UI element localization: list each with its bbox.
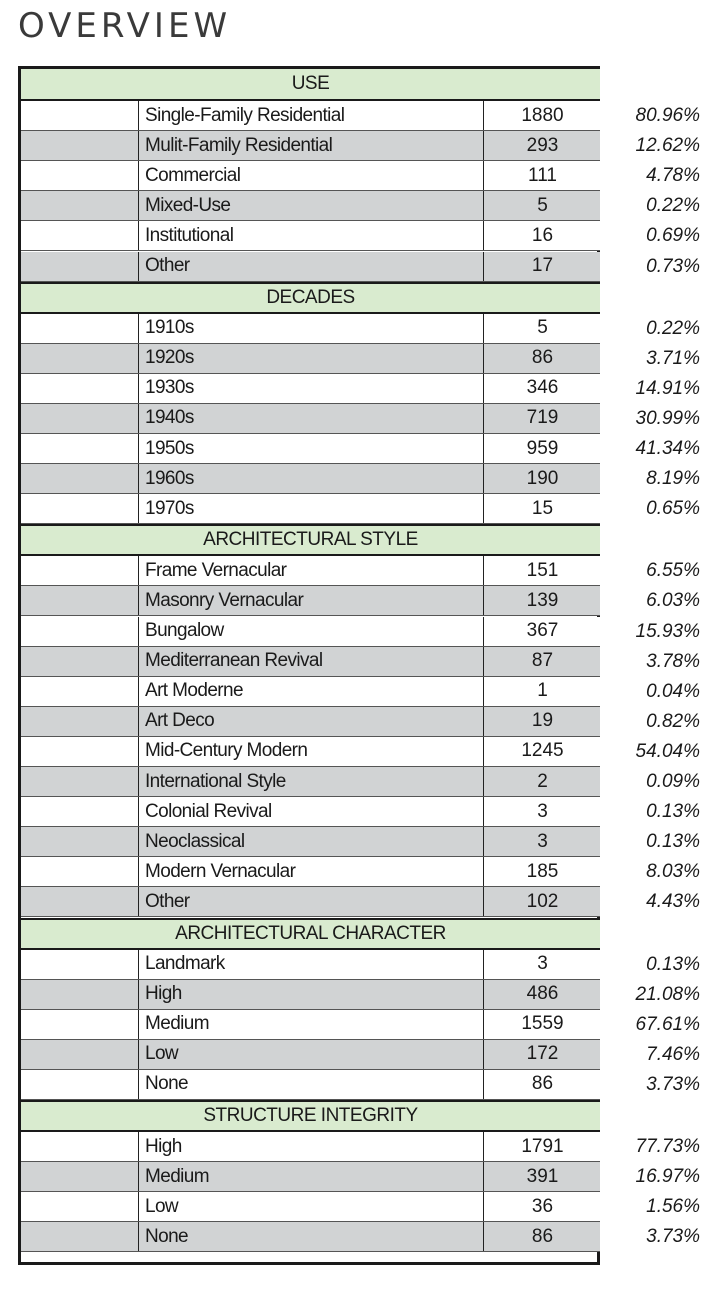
row-percent: 8.03%: [646, 861, 700, 883]
row-percent: 0.73%: [646, 255, 700, 277]
row-percent: 80.96%: [635, 105, 700, 127]
row-label: None: [139, 1070, 484, 1099]
table-row: [21, 344, 600, 374]
row-spacer-cell: [21, 767, 139, 796]
row-label: Low: [139, 1040, 484, 1069]
row-spacer-cell: [21, 737, 139, 766]
row-label: Frame Vernacular: [139, 556, 484, 585]
row-spacer-cell: [21, 1162, 139, 1191]
row-label: 1920s: [139, 344, 484, 373]
row-count: 19: [531, 710, 554, 732]
row-label: Bungalow: [139, 617, 484, 646]
row-spacer-cell: [21, 344, 139, 373]
row-spacer-cell: [21, 131, 139, 160]
row-percent: 0.04%: [646, 680, 700, 702]
row-label: Commercial: [139, 161, 484, 190]
row-label: High: [139, 980, 484, 1009]
table-row: [21, 161, 600, 191]
row-label: Art Deco: [139, 707, 484, 736]
row-label: 1950s: [139, 434, 484, 463]
row-percent: 67.61%: [635, 1013, 700, 1035]
row-count: 17: [531, 255, 554, 277]
table-row: [21, 1222, 600, 1252]
row-percent: 21.08%: [635, 983, 700, 1005]
row-label: Mixed-Use: [139, 191, 484, 220]
row-spacer-cell: [21, 1070, 139, 1099]
table-row: [21, 707, 600, 737]
row-label: Landmark: [139, 950, 484, 979]
row-percent: 3.71%: [646, 347, 700, 369]
row-spacer-cell: [21, 252, 139, 281]
row-count: 719: [526, 407, 559, 429]
row-percent: 8.19%: [646, 468, 700, 490]
row-percent: 77.73%: [635, 1136, 700, 1158]
row-spacer-cell: [21, 434, 139, 463]
row-spacer-cell: [21, 191, 139, 220]
row-spacer-cell: [21, 1040, 139, 1069]
section-header: DECADES: [21, 282, 600, 314]
row-label: Mid-Century Modern: [139, 737, 484, 766]
row-label: Masonry Vernacular: [139, 586, 484, 615]
section-header: USE: [21, 69, 600, 101]
row-spacer-cell: [21, 1010, 139, 1039]
row-label: Colonial Revival: [139, 797, 484, 826]
table-row: [21, 1040, 600, 1070]
row-count: 5: [537, 194, 548, 216]
row-count: 346: [526, 377, 559, 399]
row-percent: 3.73%: [646, 1073, 700, 1095]
row-percent: 0.13%: [646, 831, 700, 853]
row-percent: 15.93%: [635, 620, 700, 642]
row-percent: 3.78%: [646, 650, 700, 672]
section-header: ARCHITECTURAL STYLE: [21, 524, 600, 556]
row-count: 16: [531, 224, 554, 246]
row-label: Mediterranean Revival: [139, 647, 484, 676]
row-label: Medium: [139, 1010, 484, 1039]
row-label: None: [139, 1222, 484, 1251]
row-label: Low: [139, 1192, 484, 1221]
table-row: [21, 1070, 600, 1100]
row-spacer-cell: [21, 556, 139, 585]
row-spacer-cell: [21, 857, 139, 886]
row-count: 293: [526, 134, 559, 156]
table-row: [21, 767, 600, 797]
row-percent: 7.46%: [646, 1043, 700, 1065]
table-row: [21, 464, 600, 494]
row-spacer-cell: [21, 314, 139, 343]
row-spacer-cell: [21, 464, 139, 493]
table-row: [21, 434, 600, 464]
row-count: 111: [528, 164, 557, 186]
row-count: 36: [531, 1195, 554, 1217]
table-row: [21, 950, 600, 980]
row-count: 1791: [521, 1135, 564, 1157]
row-count: 139: [526, 589, 559, 611]
row-percent: 0.09%: [646, 771, 700, 793]
row-percent: 30.99%: [635, 407, 700, 429]
row-percent: 1.56%: [646, 1196, 700, 1218]
row-percent: 0.13%: [646, 953, 700, 975]
row-spacer-cell: [21, 647, 139, 676]
row-spacer-cell: [21, 1222, 139, 1251]
table-row: [21, 827, 600, 857]
row-count: 86: [531, 1073, 554, 1095]
table-row: [21, 404, 600, 434]
row-count: 151: [526, 559, 559, 581]
row-count: 190: [526, 467, 559, 489]
row-count: 486: [526, 983, 559, 1005]
row-spacer-cell: [21, 887, 139, 916]
table-row: [21, 677, 600, 707]
row-spacer-cell: [21, 404, 139, 433]
row-spacer-cell: [21, 494, 139, 523]
table-row: [21, 1010, 600, 1040]
row-label: Institutional: [139, 221, 484, 250]
row-percent: 6.03%: [646, 590, 700, 612]
row-spacer-cell: [21, 586, 139, 615]
table-row: [21, 980, 600, 1010]
row-spacer-cell: [21, 827, 139, 856]
table-row: [21, 797, 600, 827]
row-percent: 3.73%: [646, 1226, 700, 1248]
row-count: 86: [531, 1225, 554, 1247]
table-row: [21, 1192, 600, 1222]
table-row: [21, 101, 600, 131]
row-percent: 0.22%: [646, 317, 700, 339]
row-label: Other: [139, 252, 484, 281]
table-row: [21, 314, 600, 344]
row-percent: 54.04%: [635, 740, 700, 762]
row-spacer-cell: [21, 374, 139, 403]
row-count: 15: [531, 497, 554, 519]
row-label: Other: [139, 887, 484, 916]
row-label: International Style: [139, 767, 484, 796]
row-count: 185: [526, 860, 559, 882]
row-count: 391: [526, 1165, 559, 1187]
row-percent: 16.97%: [635, 1166, 700, 1188]
table-row: [21, 737, 600, 767]
row-count: 1245: [521, 740, 564, 762]
row-count: 367: [526, 620, 559, 642]
row-label: Modern Vernacular: [139, 857, 484, 886]
row-count: 86: [531, 347, 554, 369]
row-label: 1970s: [139, 494, 484, 523]
row-label: 1910s: [139, 314, 484, 343]
row-spacer-cell: [21, 221, 139, 250]
row-label: 1960s: [139, 464, 484, 493]
row-percent: 14.91%: [635, 377, 700, 399]
table-row: [21, 1162, 600, 1192]
table-row: [21, 586, 600, 616]
row-label: 1930s: [139, 374, 484, 403]
row-count: 87: [531, 650, 554, 672]
row-percent: 0.65%: [646, 498, 700, 520]
row-count: 5: [537, 317, 548, 339]
row-percent: 4.78%: [646, 165, 700, 187]
table-row: [21, 556, 600, 586]
row-label: Single-Family Residential: [139, 101, 484, 130]
row-percent: 6.55%: [646, 560, 700, 582]
table-row: [21, 252, 600, 282]
row-label: Mulit-Family Residential: [139, 131, 484, 160]
row-spacer-cell: [21, 797, 139, 826]
row-count: 1559: [521, 1013, 564, 1035]
table-row: [21, 374, 600, 404]
row-label: Art Moderne: [139, 677, 484, 706]
row-count: 2: [537, 770, 548, 792]
row-percent: 0.69%: [646, 225, 700, 247]
row-percent: 41.34%: [635, 438, 700, 460]
row-count: 102: [526, 890, 559, 912]
row-percent: 0.82%: [646, 710, 700, 732]
table-row: [21, 617, 600, 647]
row-count: 1880: [521, 104, 564, 126]
row-count: 3: [537, 830, 548, 852]
row-spacer-cell: [21, 707, 139, 736]
row-count: 1: [537, 680, 548, 702]
section-header: STRUCTURE INTEGRITY: [21, 1100, 600, 1132]
row-count: 3: [537, 800, 548, 822]
row-spacer-cell: [21, 950, 139, 979]
row-label: Medium: [139, 1162, 484, 1191]
row-spacer-cell: [21, 980, 139, 1009]
row-spacer-cell: [21, 101, 139, 130]
row-percent: 0.13%: [646, 801, 700, 823]
table-row: [21, 191, 600, 221]
row-spacer-cell: [21, 1192, 139, 1221]
table-row: [21, 494, 600, 524]
row-spacer-cell: [21, 161, 139, 190]
table-row: [21, 221, 600, 251]
table-row: [21, 887, 600, 917]
row-label: 1940s: [139, 404, 484, 433]
page-title: OVERVIEW: [18, 6, 232, 46]
row-label: Neoclassical: [139, 827, 484, 856]
row-label: High: [139, 1132, 484, 1161]
row-spacer-cell: [21, 617, 139, 646]
row-spacer-cell: [21, 1132, 139, 1161]
section-header: ARCHITECTURAL CHARACTER: [21, 918, 600, 950]
row-count: 172: [526, 1043, 559, 1065]
row-count: 3: [537, 953, 548, 975]
table-row: [21, 131, 600, 161]
row-percent: 4.43%: [646, 891, 700, 913]
row-percent: 0.22%: [646, 195, 700, 217]
table-row: [21, 647, 600, 677]
row-spacer-cell: [21, 677, 139, 706]
row-count: 959: [526, 437, 559, 459]
table-row: [21, 857, 600, 887]
table-row: [21, 1132, 600, 1162]
row-percent: 12.62%: [635, 135, 700, 157]
